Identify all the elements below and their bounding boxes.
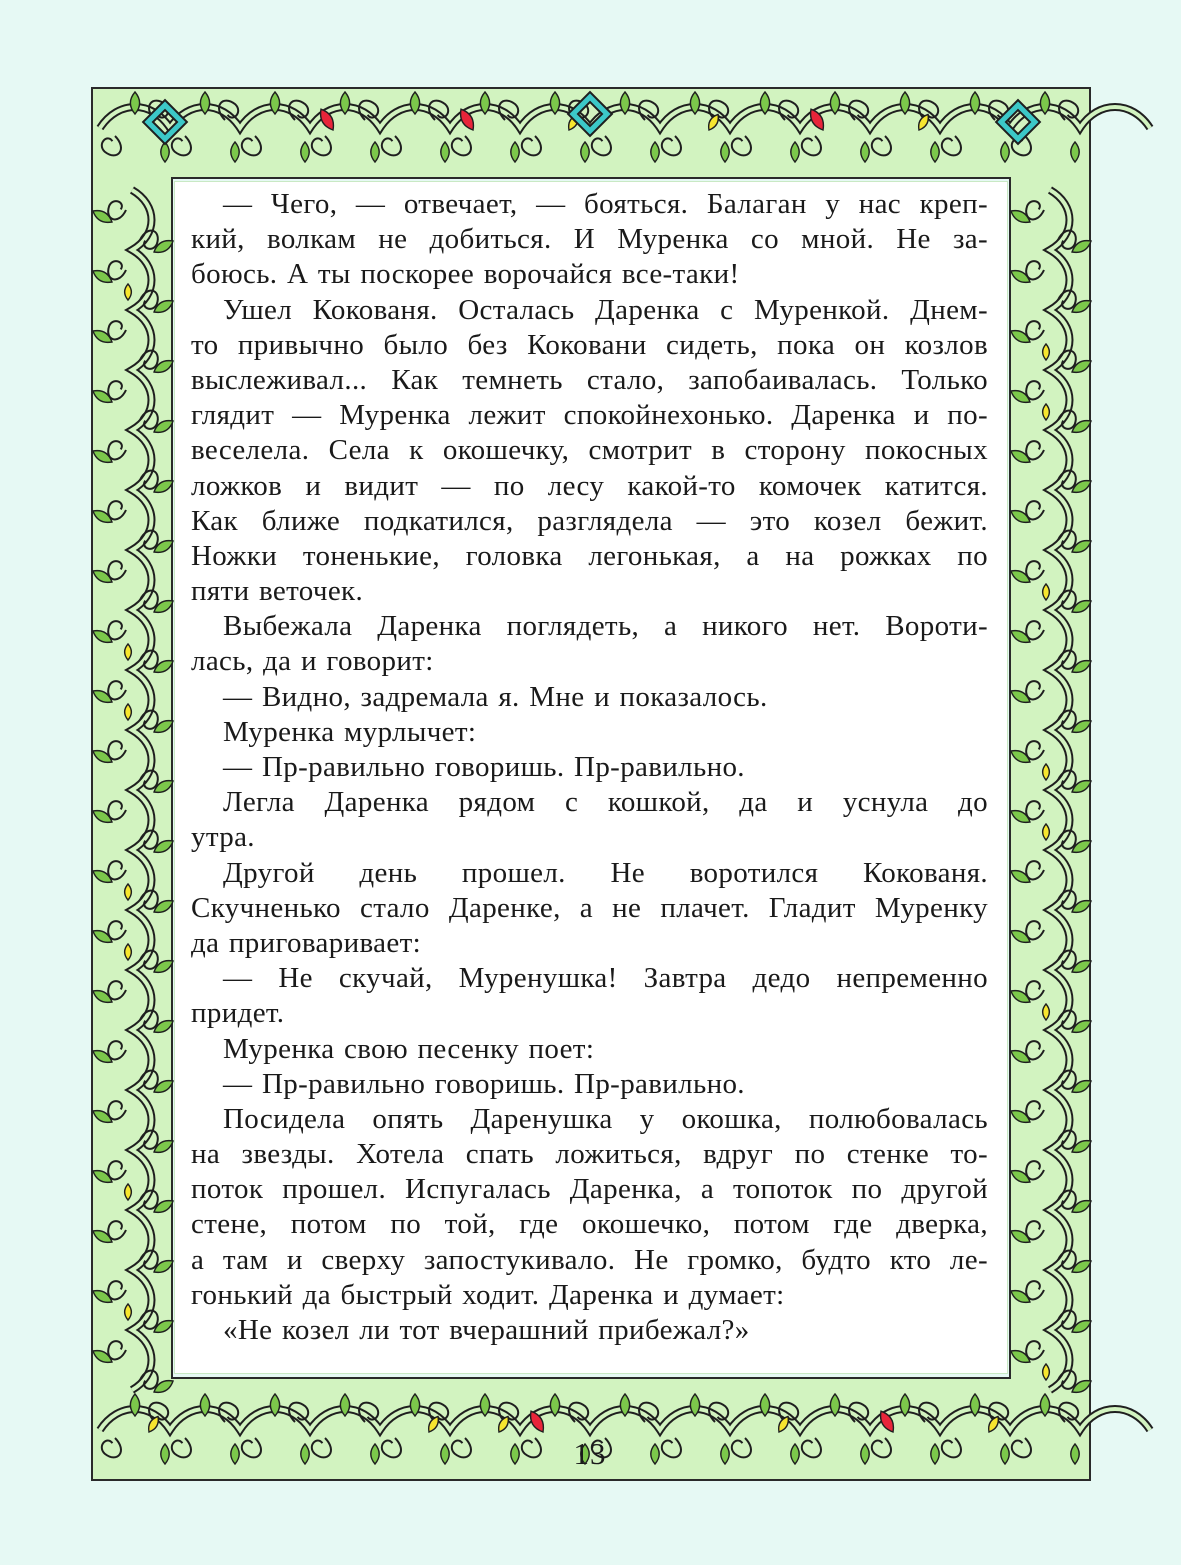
- story-line: гонький да быстрый ходит. Даренка и думает:: [191, 1278, 785, 1311]
- story-line: на звезды. Хотела спать ложиться, вдруг по стенке то-: [191, 1138, 988, 1171]
- story-line: поток прошел. Испугалась Даренка, а топоток по другой: [191, 1173, 988, 1206]
- story-line: выслеживал... Как темнеть стало, запобаивалась. Только: [191, 363, 988, 396]
- story-line: Как ближе подкатился, разглядела — это козел бежит.: [191, 504, 988, 537]
- story-line: пяти веточек.: [191, 575, 364, 608]
- story-line: Ушел Кокованя. Осталась Даренка с Муренкой. Днем-: [223, 293, 988, 326]
- story-line: ложков и видит — по лесу какой-то комочек катится.: [191, 469, 988, 502]
- story-line: — Видно, задремала я. Мне и показалось.: [223, 680, 768, 713]
- story-line: Выбежала Даренка поглядеть, а никого нет. Вороти-: [223, 610, 988, 643]
- story-line: то привычно было без Коковани сидеть, пока он козлов: [191, 328, 988, 361]
- story-line: Скучненько стало Даренке, а не плачет. Гладит Муренку: [191, 891, 988, 924]
- story-line: лась, да и говорит:: [191, 645, 434, 678]
- story-line: — Чего, — отвечает, — бояться. Балаган у нас креп-: [223, 188, 988, 220]
- story-line: а там и сверху запостукивало. Не громко, будто кто ле-: [191, 1243, 988, 1276]
- story-line: Легла Даренка рядом с кошкой, да и уснула до: [223, 786, 988, 819]
- story-line: — Пр-равильно говоришь. Пр-равильно.: [223, 751, 745, 783]
- story-line: Посидела опять Даренушка у окошка, полюбовалась: [223, 1102, 988, 1135]
- story-line: веселела. Села к окошечку, смотрит в сторону покосных: [191, 434, 988, 467]
- story-line: Муренка мурлычет:: [223, 715, 477, 748]
- story-line: кий, волкам не добиться. И Муренка со мной. Не за-: [191, 223, 988, 256]
- story-line: — Пр-равильно говоришь. Пр-равильно.: [223, 1067, 745, 1100]
- story-line: — Не скучай, Муренушка! Завтра дедо непременно: [223, 962, 988, 995]
- story-line: Ножки тоненькие, головка легонькая, а на рожках по: [191, 539, 988, 572]
- story-line: Другой день прошел. Не воротился Кокованя.: [223, 856, 988, 889]
- story-line: Муренка свою песенку поет:: [223, 1032, 595, 1065]
- story-line: утра.: [191, 821, 255, 854]
- page-number: 13: [573, 1436, 607, 1471]
- story-line: «Не козел ли тот вчерашний прибежал?»: [223, 1314, 750, 1346]
- story-line: стене, потом по той, где окошечко, потом где дверка,: [191, 1208, 988, 1241]
- story-text: [191, 187, 988, 1348]
- story-line: боюсь. А ты поскорее ворочайся все-таки!: [191, 258, 740, 291]
- story-line: глядит — Муренка лежит спокойнехонько. Даренка и по-: [191, 399, 988, 432]
- story-line: да приговаривает:: [191, 926, 422, 959]
- story-line: придет.: [191, 997, 285, 1030]
